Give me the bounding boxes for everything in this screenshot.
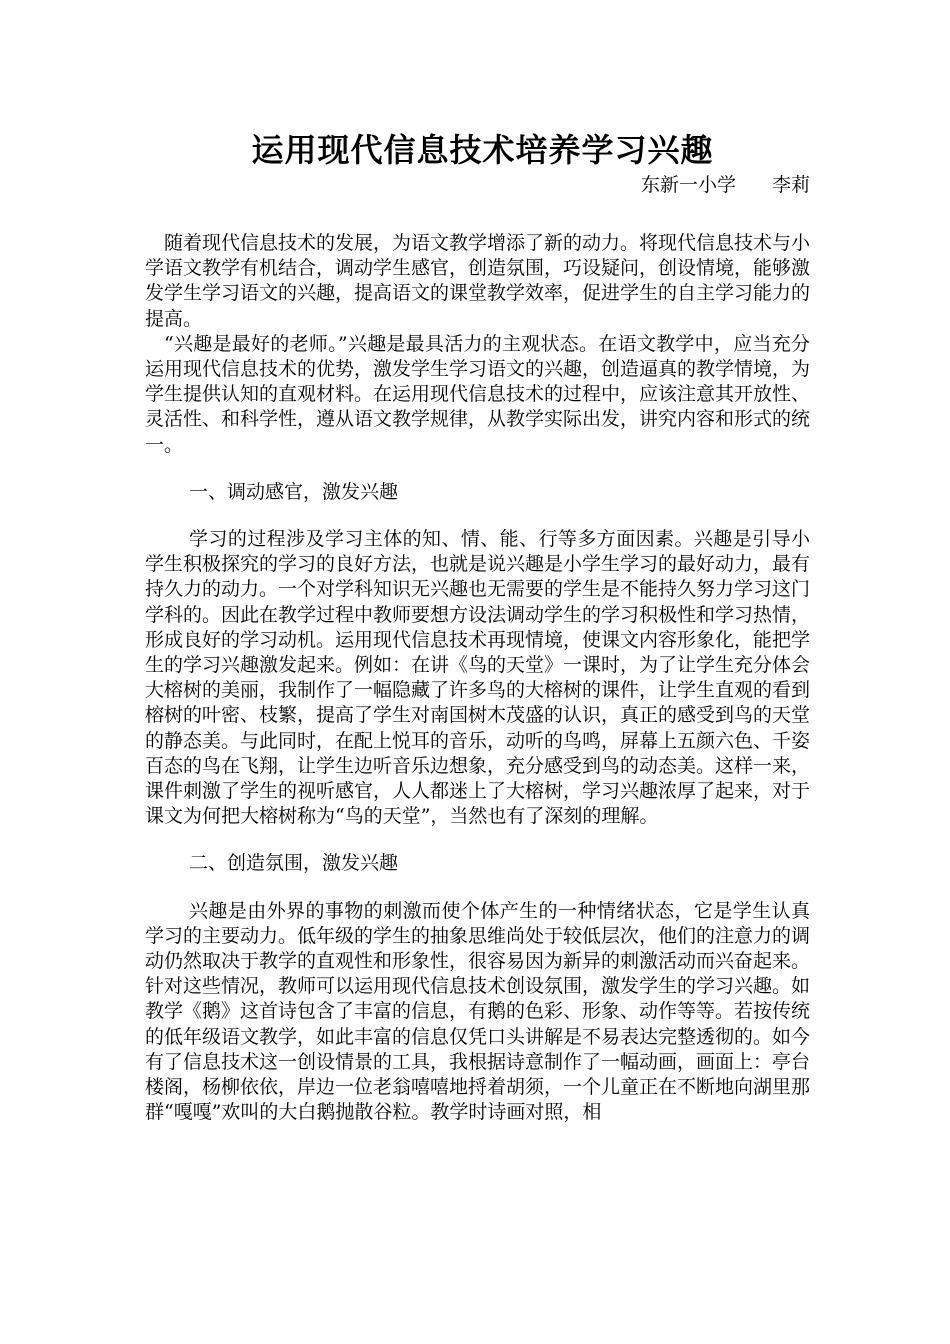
byline	[145, 172, 810, 199]
spacer	[145, 458, 810, 480]
spacer	[145, 877, 810, 899]
section-heading-1: 一、调动感官，激发兴趣	[189, 480, 399, 503]
spacer	[145, 505, 810, 527]
paragraph-section-1: 学习的过程涉及学习主体的知、情、能、行等多方面因素。兴趣是引导小学生积极探究的学习的良好方法，也就是说兴趣是小学生学习的最好动力，最有持久力的动力。一个对学科知识无兴趣也无需要的学生是不能持久努力学习这门学科的。因此在教学过程中教师要想方设法调动学生的学习积极性和学习热情，形成良好的学习动机。运用现代信息技术再现情境，使课文内容形象化，能把学生的学习兴趣激发起来。例如：在讲《鸟的天堂》一课时，为了让学生充分体会大榕树的美丽，我制作了一幅隐藏了许多鸟的大榕树的课件，让学生直观的看到榕树的叶密、枝繁，提高了学生对南国树木茂盛的认识，真正的感受到鸟的天堂的静态美。与此同时，在配上悦耳的音乐，动听的鸟鸣，屏幕上五颜六色、千姿百态的鸟在飞翔，让学生边听音乐边想象，充分感受到鸟的动态美。这样一来，课件刺激了学生的视听感官，人人都迷上了大榕树，学习兴趣浓厚了起来，对于课文为何把大榕树称为“鸟的天堂”，当然也有了深刻的理解。	[145, 528, 811, 828]
spacer	[145, 199, 810, 231]
document-page	[145, 128, 810, 1126]
document-title: 运用现代信息技术培养学习兴趣	[251, 131, 714, 169]
paragraph-section-2: 兴趣是由外界的事物的刺激而使个体产生的一种情绪状态，它是学生认真学习的主要动力。低年级的学生的抽象思维尚处于较低层次，他们的注意力的调动仍然取决于教学的直观性和形象性，很容易因为新异的刺激活动而兴奋起来。针对这些情况，教师可以运用现代信息技术创设氛围，激发学生的学习兴趣。如教学《鹅》这首诗包含了丰富的信息，有鹅的色彩、形象、动作等等。若按传统的低年级语文教学，如此丰富的信息仅凭口头讲解是不易表达完整透彻的。如今有了信息技术这一创设情景的工具，我根据诗意制作了一幅动画，画面上：亭台楼阁，杨柳依依，岸边一位老翁嘻嘻地捋着胡须，一个儿童正在不断地向湖里那群“嘎嘎”欢叫的大白鹅抛散谷粒。教学时诗画对照，相	[145, 899, 811, 1124]
section-heading-2: 二、创造氛围，激发兴趣	[189, 852, 399, 875]
author-name: 李莉	[771, 174, 810, 196]
spacer	[145, 829, 810, 851]
paragraph-interest-teacher: “兴趣是最好的老师。”兴趣是最具活力的主观状态。在语文教学中，应当充分运用现代信息技术的优势，激发学生学习语文的兴趣，创造逼真的教学情境，为学生提供认知的直观材料。在运用现代信息技术的过程中，应该注意其开放性、灵活性、和科学性，遵从语文教学规律，从教学实际出发，讲究内容和形式的统一。	[145, 332, 811, 456]
author-school: 东新一小学	[640, 174, 736, 196]
paragraph-intro: 随着现代信息技术的发展，为语文教学增添了新的动力。将现代信息技术与小学语文教学有机结合，调动学生感官，创造氛围，巧设疑问，创设情境，能够激发学生学习语文的兴趣，提高语文的课堂教学效率，促进学生的自主学习能力的提高。	[145, 232, 811, 330]
